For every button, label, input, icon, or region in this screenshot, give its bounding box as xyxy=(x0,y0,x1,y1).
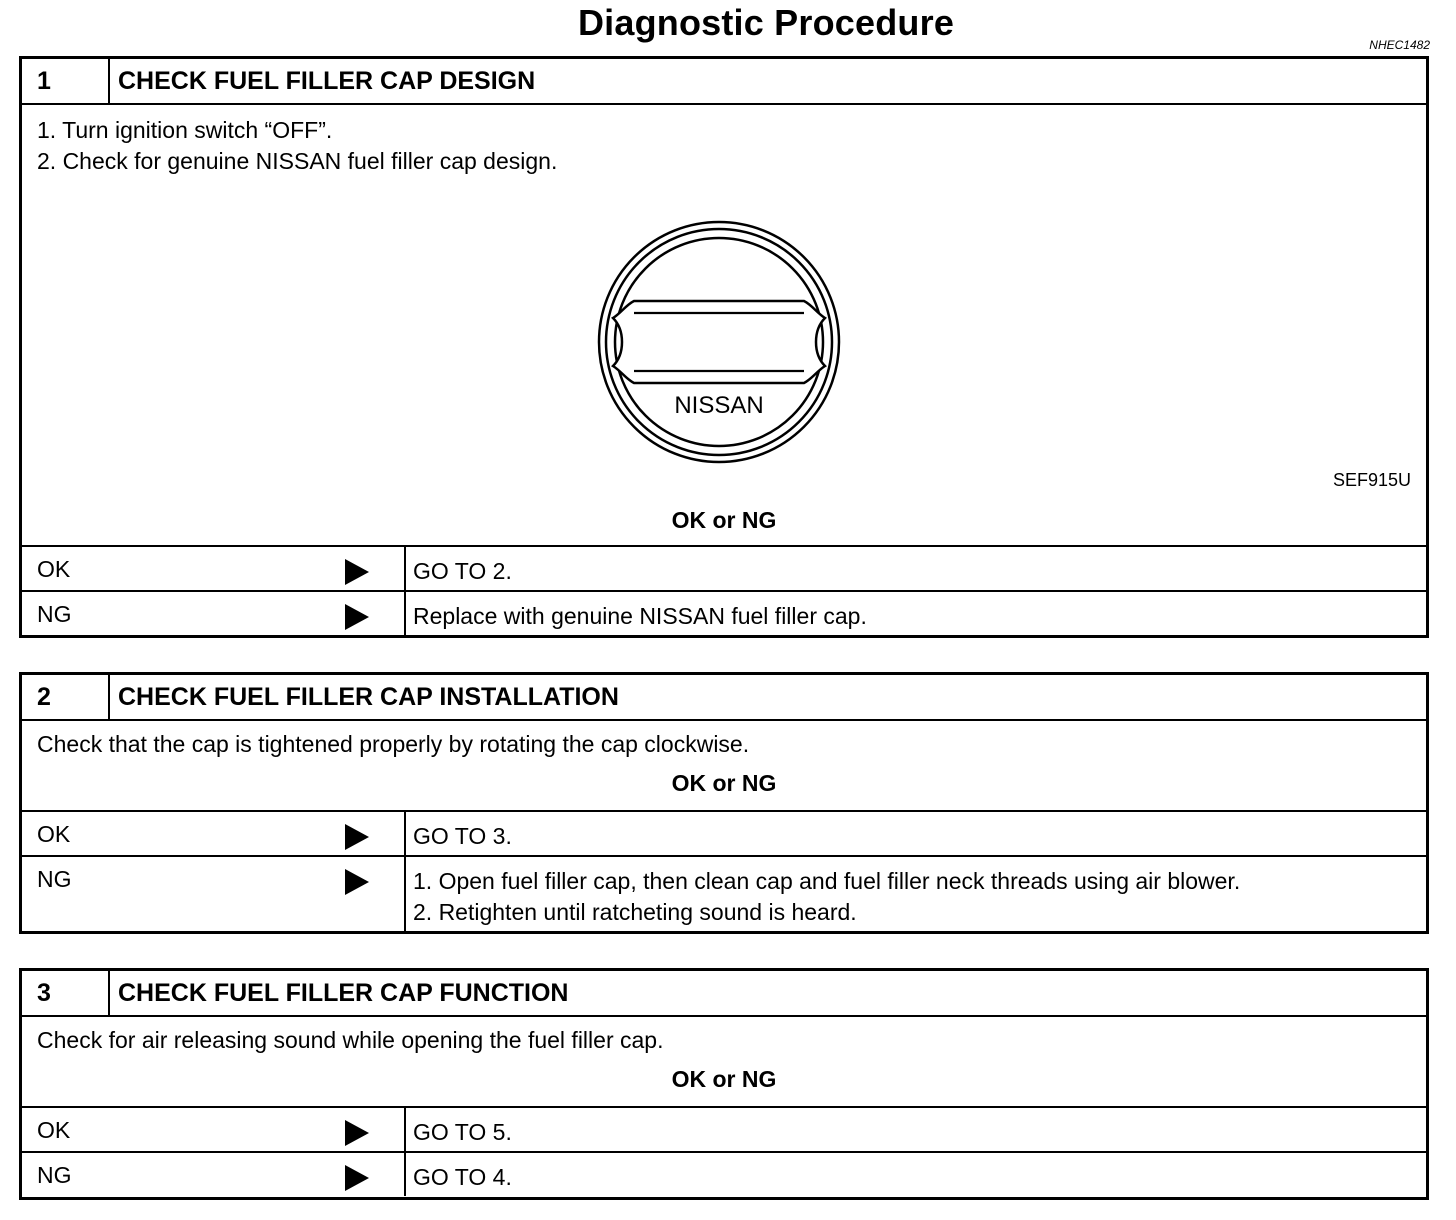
step-instructions xyxy=(22,1017,1426,1056)
ok-ng-label: OK or NG xyxy=(671,507,777,533)
result-cell xyxy=(22,547,406,590)
step-header xyxy=(22,59,1426,105)
action-cell xyxy=(406,547,512,590)
right-pointing-triangle-icon xyxy=(344,603,370,631)
instruction-line: 1. Turn ignition switch “OFF”. xyxy=(37,117,333,143)
action-line: 2. Retighten until ratcheting sound is heard. xyxy=(413,899,857,925)
action-line: Replace with genuine NISSAN fuel filler cap. xyxy=(413,603,867,629)
step-title: CHECK FUEL FILLER CAP FUNCTION xyxy=(118,978,569,1007)
page-title: Diagnostic Procedure xyxy=(577,2,955,43)
cap-label: NISSAN xyxy=(674,392,764,419)
result-row-ok xyxy=(22,810,1426,855)
action-cell xyxy=(406,1108,512,1151)
result-label: NG xyxy=(37,866,72,892)
result-cell xyxy=(22,857,406,931)
step-header xyxy=(22,675,1426,721)
action-cell xyxy=(406,857,1240,931)
action-cell xyxy=(406,592,867,635)
action-line: GO TO 2. xyxy=(413,558,512,584)
step-title: CHECK FUEL FILLER CAP DESIGN xyxy=(118,66,536,95)
result-cell xyxy=(22,812,406,855)
action-line: GO TO 5. xyxy=(413,1119,512,1145)
reference-code: NHEC1482 xyxy=(1369,38,1430,52)
result-row-ok xyxy=(22,1106,1426,1151)
result-row-ng xyxy=(22,855,1426,931)
action-cell xyxy=(406,812,512,855)
action-line: GO TO 3. xyxy=(413,823,512,849)
step-body xyxy=(22,105,1426,545)
result-cell xyxy=(22,592,406,635)
result-label: OK xyxy=(37,556,71,582)
right-pointing-triangle-icon xyxy=(344,1164,370,1192)
figure xyxy=(22,177,1426,501)
step-body xyxy=(22,1017,1426,1106)
right-pointing-triangle-icon xyxy=(344,558,370,586)
step-number: 3 xyxy=(22,971,110,1015)
fuel-filler-cap-icon xyxy=(594,217,844,467)
action-line: GO TO 4. xyxy=(413,1164,512,1190)
result-label: OK xyxy=(37,1117,71,1143)
right-pointing-triangle-icon xyxy=(344,1119,370,1147)
figure-code: SEF915U xyxy=(1332,470,1411,490)
result-row-ok xyxy=(22,545,1426,590)
result-row-ng xyxy=(22,1151,1426,1196)
result-cell xyxy=(22,1153,406,1196)
step-number: 2 xyxy=(22,675,110,719)
step-header xyxy=(22,971,1426,1017)
step-3-block xyxy=(19,968,1429,1200)
right-pointing-triangle-icon xyxy=(344,823,370,851)
action-cell xyxy=(406,1153,512,1196)
step-instructions xyxy=(22,721,1426,760)
step-body xyxy=(22,721,1426,810)
ok-ng-label: OK or NG xyxy=(671,1066,777,1092)
step-2-block xyxy=(19,672,1429,934)
result-label: OK xyxy=(37,821,71,847)
instruction-line: Check for air releasing sound while opening the fuel filler cap. xyxy=(37,1027,664,1053)
result-label: NG xyxy=(37,1162,72,1188)
step-title: CHECK FUEL FILLER CAP INSTALLATION xyxy=(118,682,619,711)
step-1-block xyxy=(19,56,1429,638)
instruction-line: Check that the cap is tightened properly by rotating the cap clockwise. xyxy=(37,731,750,757)
instruction-line: 2. Check for genuine NISSAN fuel filler cap design. xyxy=(37,148,558,174)
result-row-ng xyxy=(22,590,1426,635)
action-line: 1. Open fuel filler cap, then clean cap and fuel filler neck threads using air blower. xyxy=(413,868,1241,894)
step-instructions xyxy=(22,105,1426,177)
result-label: NG xyxy=(37,601,72,627)
ok-ng-label: OK or NG xyxy=(671,770,777,796)
right-pointing-triangle-icon xyxy=(344,868,370,896)
step-number: 1 xyxy=(22,59,110,103)
result-cell xyxy=(22,1108,406,1151)
